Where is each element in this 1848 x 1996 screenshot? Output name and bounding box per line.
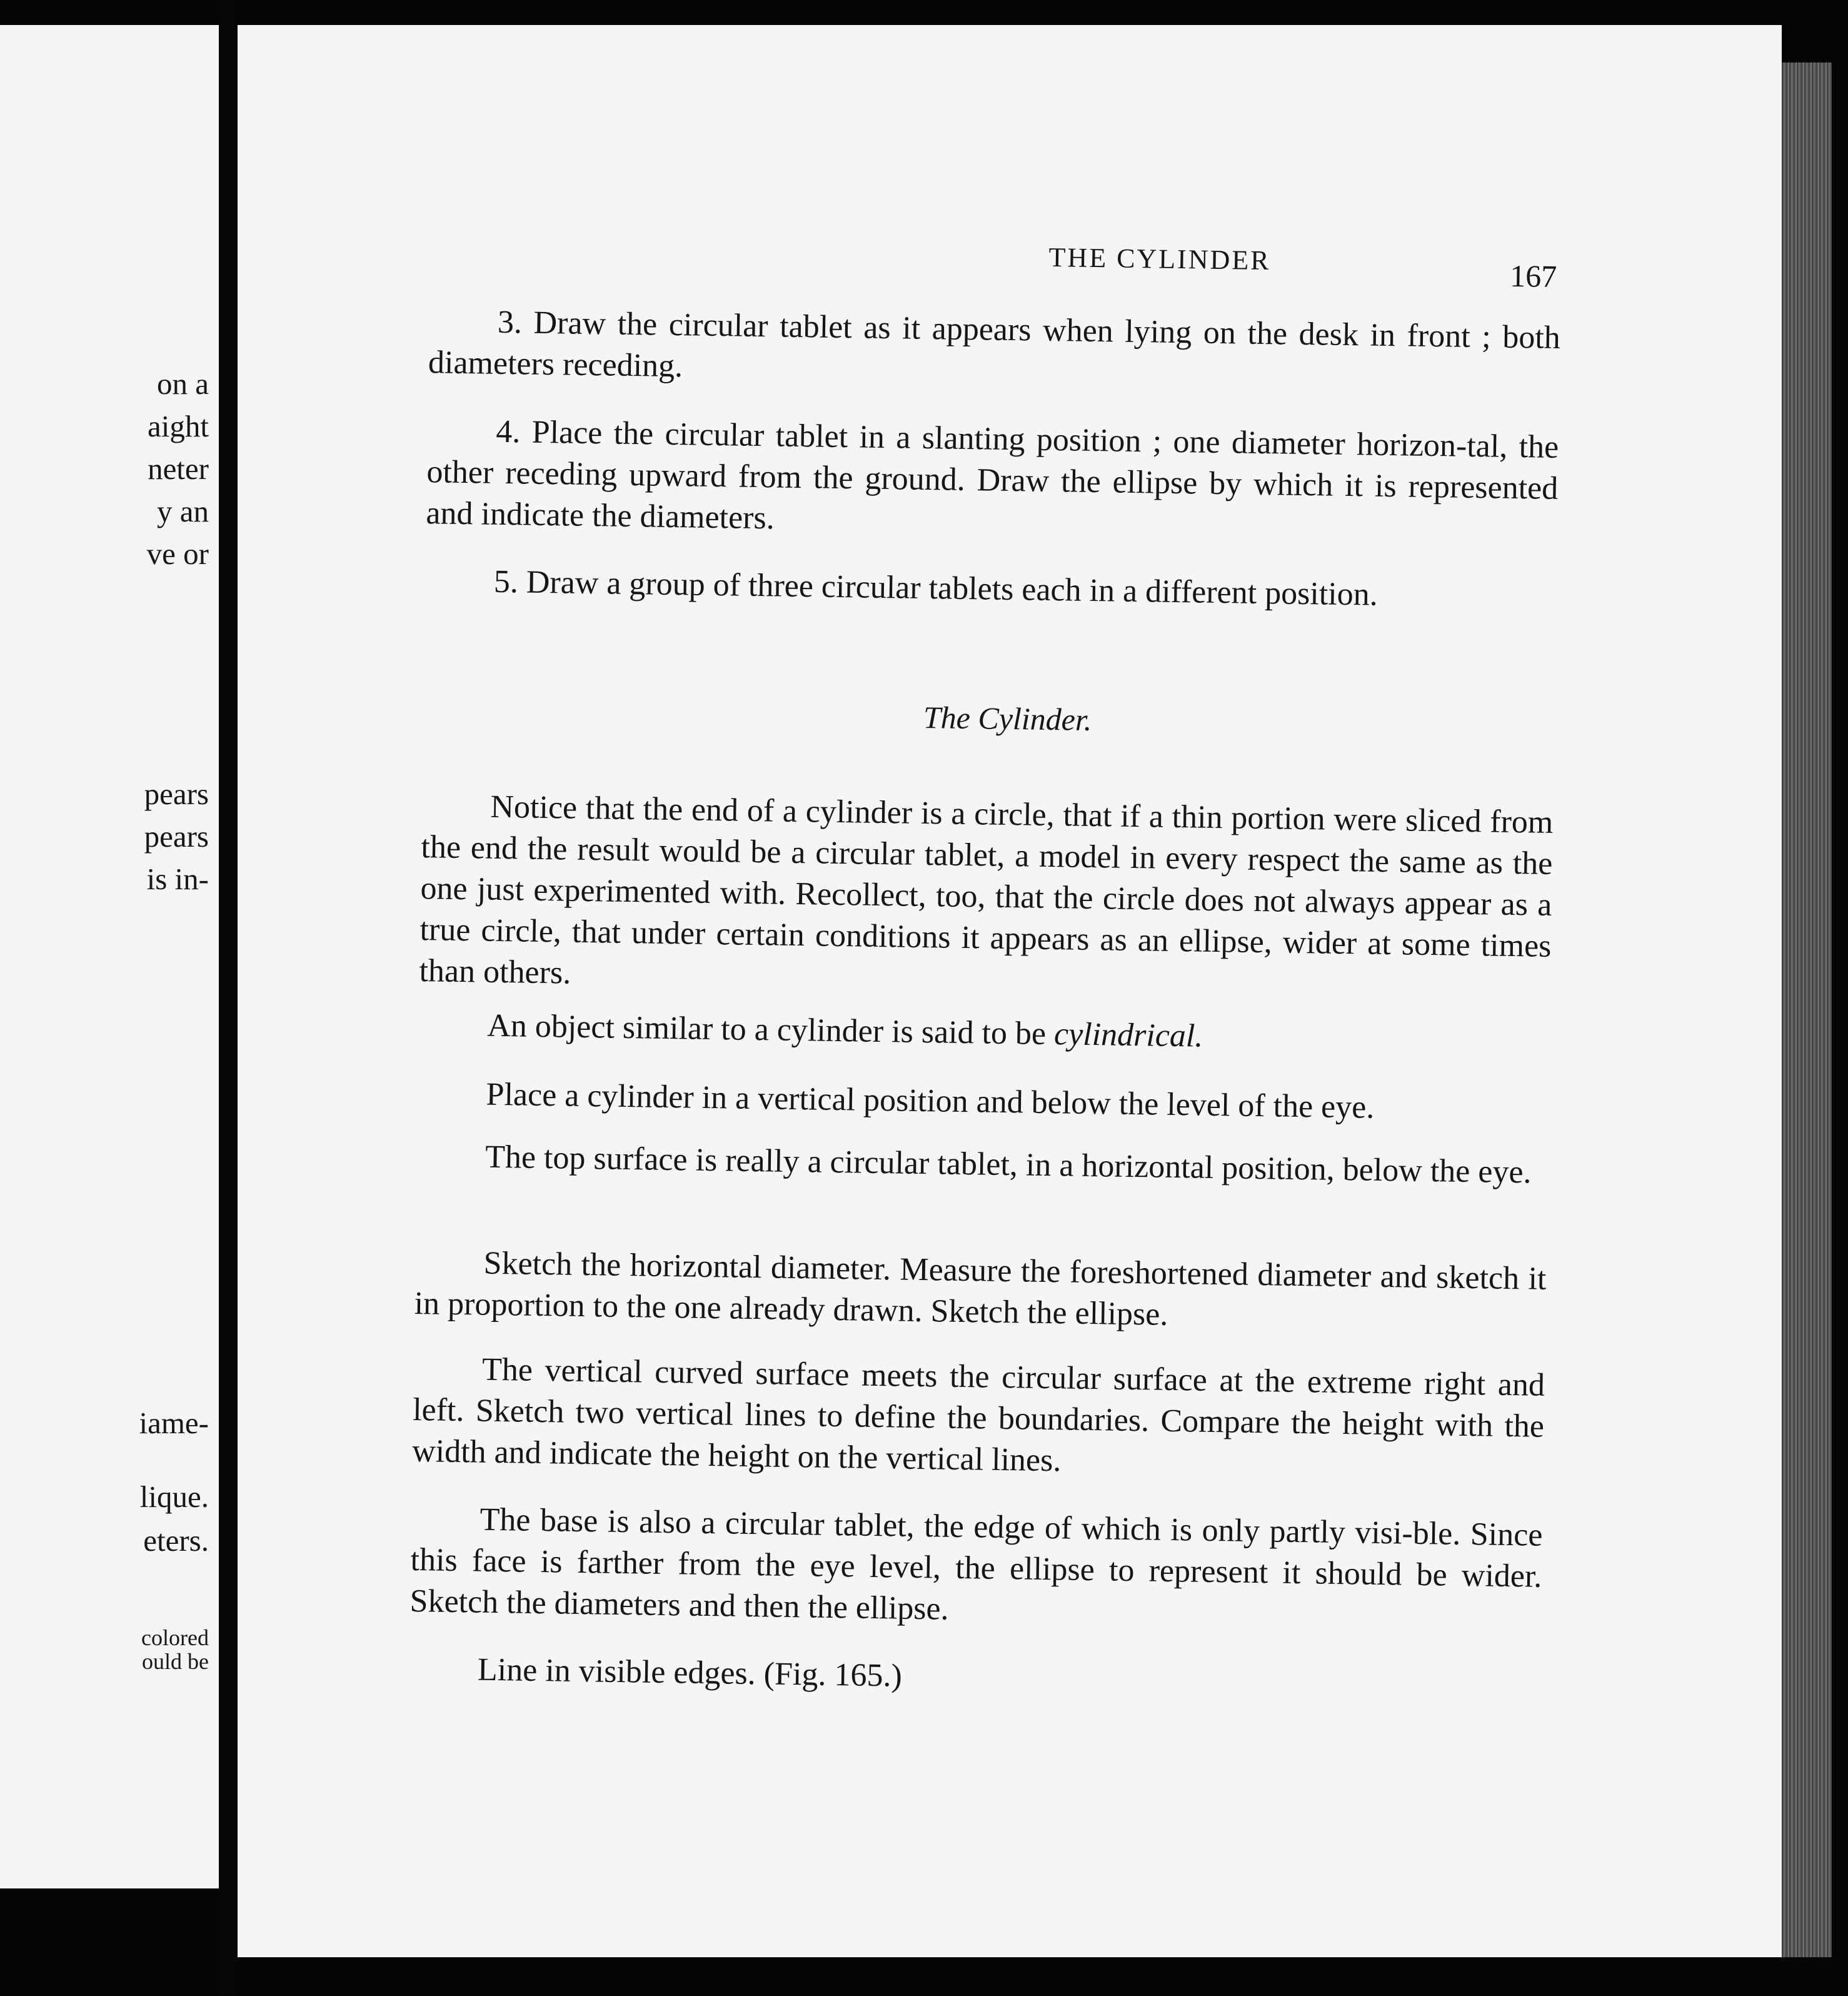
body-paragraph: Sketch the horizontal diameter. Measure the foreshortened diameter and sketch it in proportion to the one already drawn. Sketch the ellipse. <box>414 1245 1547 1333</box>
section-title: The Cylinder. <box>923 699 1092 737</box>
left-fragment-line: on a <box>157 366 209 401</box>
left-page-fragment <box>0 25 223 1888</box>
left-fragment-line: pears <box>144 777 209 811</box>
text-block <box>223 14 1796 1968</box>
main-page <box>238 25 1782 1957</box>
body-paragraph: The base is also a circular tablet, the edge of which is only partly visi-ble. Since this face is farther from the eye level, the ellipse to represent it should be wider. Sketch the diameters and then the ellipse. <box>409 1501 1543 1627</box>
left-fragment-line: pears <box>144 819 209 854</box>
body-paragraph: The top surface is really a circular tablet, in a horizontal position, below the eye. <box>485 1139 1532 1191</box>
definition-term: cylindrical. <box>1053 1016 1203 1054</box>
left-fragment-line: is in- <box>146 862 209 896</box>
exercise-paragraph: 5. Draw a group of three circular tablets each in a different position. <box>493 563 1378 613</box>
left-fragment-line: aight <box>148 409 209 443</box>
left-fragment-small-line: colored <box>141 1625 209 1650</box>
exercise-paragraph: 4. Place the circular tablet in a slanting position ; one diameter horizon-tal, the other receding upward from the ground. Draw the ellipse by which it is represented and indicate the diameters. <box>426 413 1559 537</box>
definition-line <box>487 1006 1203 1057</box>
book-page-edges <box>1782 63 1832 1957</box>
figure-reference-line: Line in visible edges. (Fig. 165.) <box>477 1651 903 1694</box>
left-fragment-line: eters. <box>143 1523 209 1558</box>
body-line: Place a cylinder in a vertical position and below the level of the eye. <box>486 1076 1375 1126</box>
body-paragraph: The vertical curved surface meets the circular surface at the extreme right and left. Sketch two vertical lines to define the boundaries. Compare the height with the width and indicate the height on the vertical lines. <box>411 1351 1545 1479</box>
left-fragment-line: lique. <box>139 1479 209 1514</box>
left-fragment-line: y an <box>157 494 209 528</box>
left-fragment-small-line: ould be <box>142 1649 209 1674</box>
left-fragment-line: ve or <box>146 537 209 571</box>
body-paragraph: Notice that the end of a cylinder is a circle, that if a thin portion were sliced from the end the result would be a circular tablet, a model in every respect the same as the one just experimented with. Recollect, too, that the circle does not always appear as a true circle, that under certain conditions it appears as an ellipse, wider at some times than others. <box>419 789 1554 991</box>
page-number: 167 <box>1509 258 1557 294</box>
exercise-paragraph: 3. Draw the circular tablet as it appears when lying on the desk in front ; both diameters receding. <box>428 304 1561 385</box>
definition-text: An object similar to a cylinder is said to be <box>486 1007 1047 1052</box>
running-head: THE CYLINDER <box>1048 241 1271 276</box>
left-fragment-line: neter <box>148 451 209 486</box>
left-fragment-line: iame- <box>139 1406 209 1440</box>
